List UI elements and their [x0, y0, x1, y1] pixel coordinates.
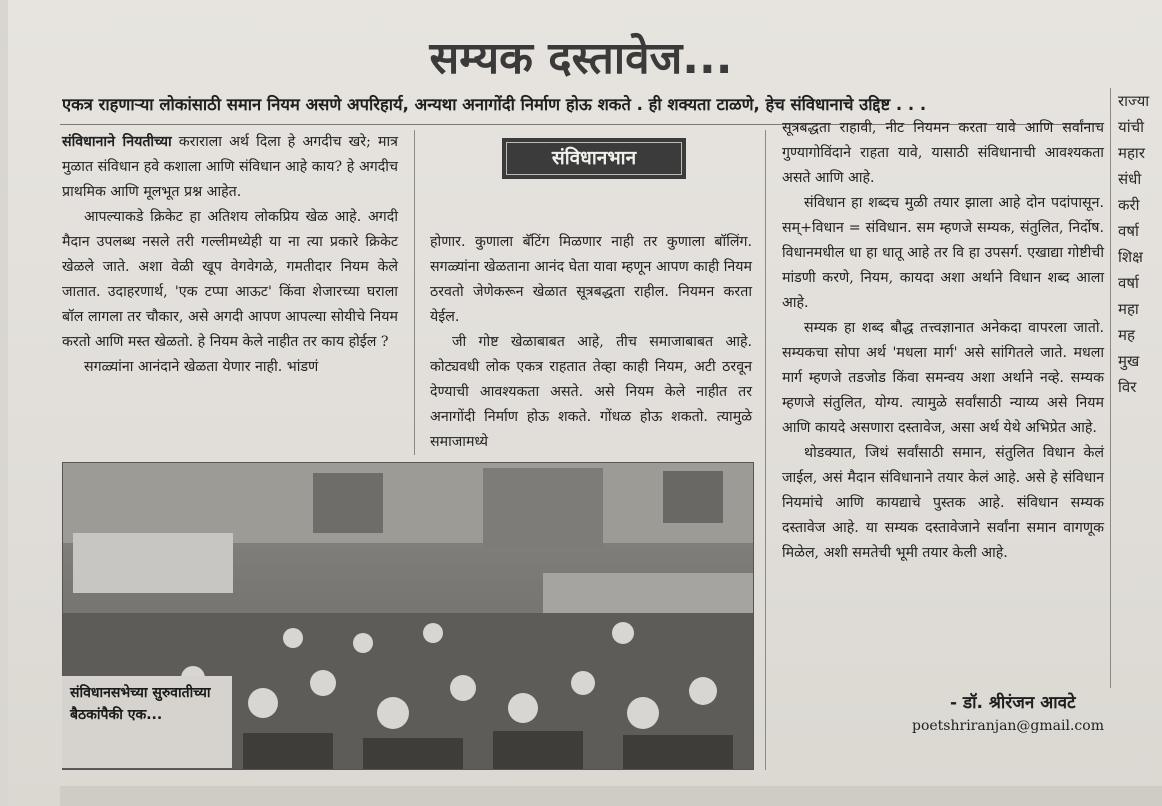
neighbor-line: वर्षा: [1118, 222, 1139, 240]
column-divider: [414, 130, 415, 455]
neighbor-line: विर: [1118, 378, 1137, 396]
neighbor-line: यांची: [1118, 118, 1144, 136]
column-divider: [765, 130, 766, 770]
author-name: - डॉ. श्रीरंजन आवटे: [950, 693, 1076, 713]
column-3-para-2: संविधान हा शब्दच मुळी तयार झाला आहे दोन पदांपासून. सम्+विधान = संविधान. सम म्हणजे सम्यक, संतुलित, निर्दोष. विधानमधील धा हा धातू आहे तर वि हा उपसर्ग. एखाद्या गोष्टीची मांडणी करणे, नियम, कायदा अशा अर्थाने विधान शब्द आला आहे.: [782, 195, 1104, 311]
neighbor-column-divider: [1110, 88, 1111, 688]
neighbor-line: मुख: [1118, 352, 1140, 370]
article-title: सम्यक दस्तावेज...: [429, 33, 733, 84]
column-1-para-3: सगळ्यांना आनंदाने खेळता येणार नाही. भांडणं: [84, 359, 319, 375]
column-2: [430, 230, 752, 455]
column-3-para-3: सम्यक हा शब्द बौद्ध तत्त्वज्ञानात अनेकदा वापरला जातो. सम्यकचा सोपा अर्थ 'मधला मार्ग' असे सांगितले जाते. मधला मार्ग म्हणजे तडजोड किंवा समन्वय अशा अर्थाने नव्हे. सम्यक म्हणजे संतुलित, योग्य. त्यामुळे सर्वांसाठी न्याय्य असे नियम आणि कायदे असणारा दस्तावेज, असा अर्थ येथे अभिप्रेत आहे.: [782, 320, 1104, 436]
author-email: poetshriranjan@gmail.com: [912, 718, 1104, 734]
section-badge-label: संविधानभान: [551, 147, 637, 169]
column-3-para-1: सूत्रबद्धता राहावी, नीट नियमन करता यावे आणि सर्वांनाच गुण्यागोविंदाने राहता यावे, यासाठी संविधानाची आवश्यकता असते आणि आहे.: [782, 120, 1104, 186]
neighbor-line: संधी: [1118, 170, 1142, 188]
section-badge-frame: [506, 142, 682, 175]
neighbor-line: मह: [1118, 326, 1135, 344]
neighbor-line: महार: [1118, 144, 1145, 162]
page-bottom-edge: [60, 786, 1162, 806]
column-1-para-1: संविधानाने नियतीच्या कराराला अर्थ दिला हे अगदीच खरे; मात्र मुळात संविधान हवे कशाला आणि संविधान आहे काय? हे अगदीच प्राथमिक आणि मूलभूत प्रश्न आहेत.: [62, 134, 398, 200]
column-2-para-2: जी गोष्ट खेळाबाबत आहे, तीच समाजाबाबत आहे. कोट्यवधी लोक एकत्र राहतात तेव्हा काही नियम, अटी ठरवून देण्याची आवश्यकता असते. असे नियम केले नाहीत तर अनागोंदी निर्माण होऊ शकते. गोंधळ होऊ शकतो. त्यामुळे समाजामध्ये: [430, 334, 752, 450]
column-1-para-2: आपल्याकडे क्रिकेट हा अतिशय लोकप्रिय खेळ आहे. अगदी मैदान उपलब्ध नसले तरी गल्लीमध्येही या ना त्या प्रकारे क्रिकेट खेळले जाते. अशा वेळी खूप वेगवेगळे, गमतीदार नियम केले जातात. उदाहरणार्थ, 'एक टप्पा आऊट' किंवा शेजारच्या घराला बॉल लागला तर चौकार, असे अगदी आपण आपल्या सोयीचे नियम करतो आणि मस्त खेळतो. हे नियम केले नाहीत तर काय होईल ?: [62, 209, 398, 350]
neighbor-column: [1118, 88, 1162, 400]
lead-in-text: संविधानाने नियतीच्या: [62, 134, 172, 150]
section-badge: [502, 138, 686, 179]
neighbor-line: महा: [1118, 300, 1139, 318]
top-edge-bleed-text: [30, 0, 1082, 18]
neighbor-line: करी: [1118, 196, 1140, 214]
neighbor-line: वर्षा: [1118, 274, 1139, 292]
photo-caption: संविधानसभेच्या सुरुवातीच्या बैठकांपैकी एक...: [62, 676, 232, 768]
neighbor-line: राज्या: [1118, 92, 1150, 110]
neighbor-line: शिक्ष: [1118, 248, 1143, 266]
column-3-para-4: थोडक्यात, जिथं सर्वांसाठी समान, संतुलित विधान केलं जाईल, असं मैदान संविधानाने तयार केलं आहे. असे हे संविधान नियमांचे आणि कायद्याचे पुस्तक आहे. संविधान सम्यक दस्तावेज आहे. या सम्यक दस्तावेजाने सर्वांना समान वागणूक मिळेल, अशी समतेची भूमी तयार केली आहे.: [782, 445, 1104, 561]
column-3: [782, 116, 1104, 566]
column-2-para-1: होणार. कुणाला बॅटिंग मिळणार नाही तर कुणाला बॉलिंग. सगळ्यांना खेळताना आनंद घेता यावा म्हणून आपण काही नियम ठरवतो जेणेकरून खेळात सूत्रबद्धता राहील. नियमन करता येईल.: [430, 234, 752, 325]
column-1: [62, 130, 398, 380]
article-subtitle: एकत्र राहणाऱ्या लोकांसाठी समान नियम असणे अपरिहार्य, अन्यथा अनागोंदी निर्माण होऊ शकते . ही शक्यता टाळणे, हेच संविधानाचे उद्दिष्ट . . .: [62, 95, 927, 114]
